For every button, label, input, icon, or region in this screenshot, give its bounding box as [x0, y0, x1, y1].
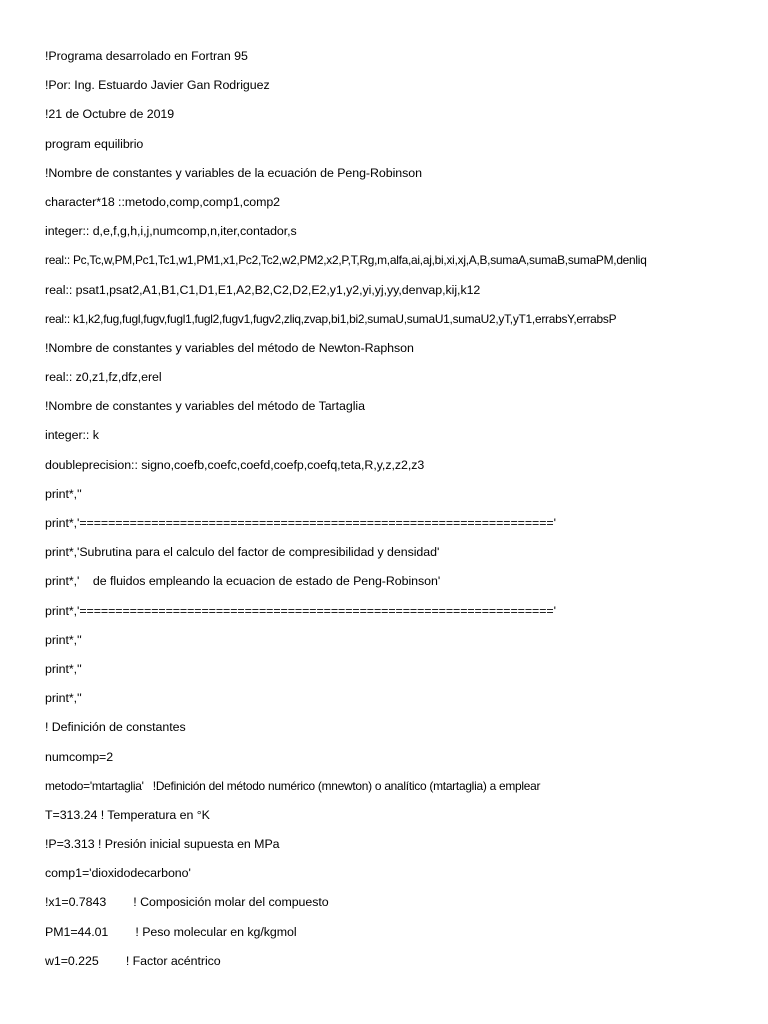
- code-line: numcomp=2: [45, 749, 114, 764]
- code-line: print*,'Subrutina para el calculo del factor de compresibilidad y densidad': [45, 545, 440, 560]
- code-line: !21 de Octubre de 2019: [45, 107, 175, 122]
- source-code-listing: [45, 46, 757, 980]
- code-line: print*,'==================================================================': [45, 603, 556, 618]
- code-line: print*,' de fluidos empleando la ecuacion de estado de Peng-Robinson': [45, 574, 441, 589]
- code-line: !Por: Ing. Estuardo Javier Gan Rodriguez: [45, 78, 270, 93]
- code-line: character*18 ::metodo,comp,comp1,comp2: [45, 194, 281, 209]
- code-line: !Nombre de constantes y variables de la ecuación de Peng-Robinson: [45, 165, 422, 180]
- code-line: real:: k1,k2,fug,fugl,fugv,fugl1,fugl2,fugv1,fugv2,zliq,zvap,bi1,bi2,sumaU,sumaU1,sumaU2,yT,yT1,errabsY,errabsP: [45, 311, 617, 326]
- code-line: !P=3.313 ! Presión inicial supuesta en MPa: [45, 837, 280, 852]
- code-line: w1=0.225 ! Factor acéntrico: [45, 953, 221, 968]
- code-line: !x1=0.7843 ! Composición molar del compuesto: [45, 895, 329, 910]
- code-line: !Programa desarrolado en Fortran 95: [45, 49, 248, 63]
- code-line: integer:: d,e,f,g,h,i,j,numcomp,n,iter,contador,s: [45, 224, 297, 239]
- code-line: ! Definición de constantes: [45, 720, 186, 735]
- code-line: integer:: k: [45, 428, 99, 443]
- code-line: print*,'': [45, 691, 82, 706]
- code-line: print*,'': [45, 486, 82, 501]
- code-line: metodo='mtartaglia' !Definición del método numérico (mnewton) o analítico (mtartaglia) a emplear: [45, 778, 541, 793]
- code-line: program equilibrio: [45, 136, 144, 151]
- code-line: real:: z0,z1,fz,dfz,erel: [45, 370, 162, 385]
- code-line: real:: Pc,Tc,w,PM,Pc1,Tc1,w1,PM1,x1,Pc2,Tc2,w2,PM2,x2,P,T,Rg,m,alfa,ai,aj,bi,xi,xj,A,B,sumaA,sumaB,sumaPM,denliq: [45, 253, 647, 268]
- code-line: print*,'': [45, 661, 82, 676]
- code-line: T=313.24 ! Temperatura en °K: [45, 807, 210, 822]
- code-line: comp1='dioxidodecarbono': [45, 866, 191, 881]
- code-line: !Nombre de constantes y variables del método de Tartaglia: [45, 399, 365, 414]
- code-line: PM1=44.01 ! Peso molecular en kg/kgmol: [45, 924, 297, 939]
- code-line: !Nombre de constantes y variables del método de Newton-Raphson: [45, 340, 414, 355]
- code-line: print*,'': [45, 632, 82, 647]
- code-line: real:: psat1,psat2,A1,B1,C1,D1,E1,A2,B2,C2,D2,E2,y1,y2,yi,yj,yy,denvap,kij,k12: [45, 282, 481, 297]
- code-line: doubleprecision:: signo,coefb,coefc,coefd,coefp,coefq,teta,R,y,z,z2,z3: [45, 457, 425, 472]
- code-line: print*,'==================================================================': [45, 516, 556, 530]
